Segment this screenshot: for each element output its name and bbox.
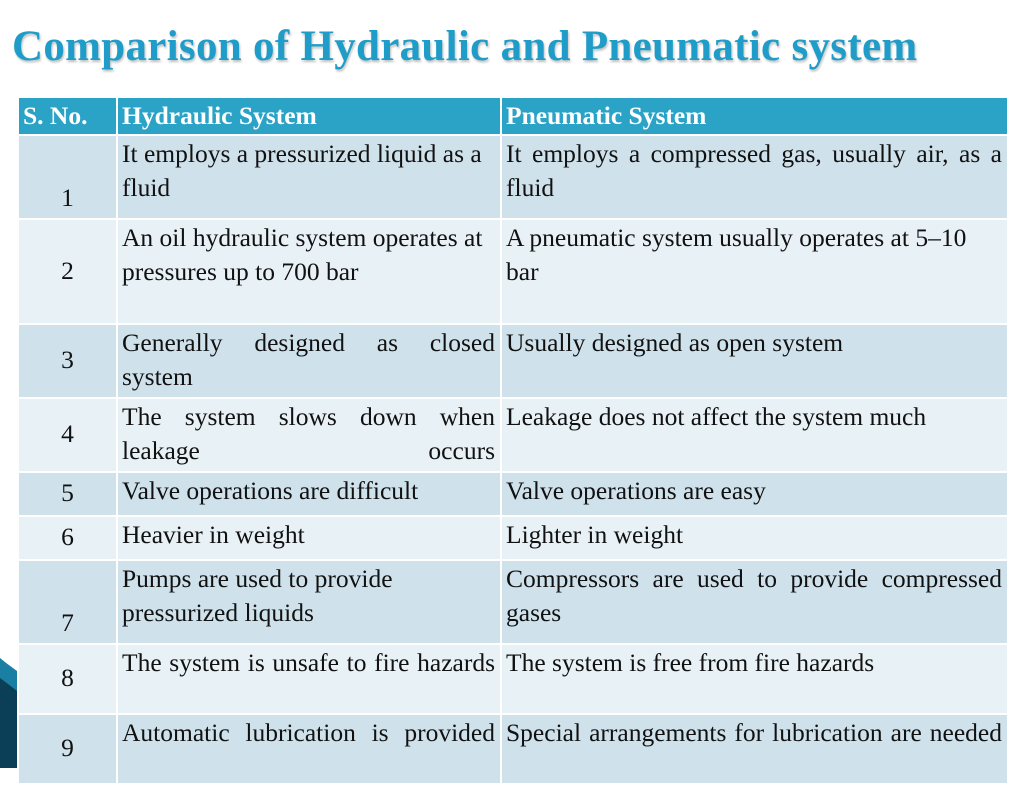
pneumatic-cell: A pneumatic system usually operates at 5–10 bar	[501, 219, 1008, 324]
pneumatic-cell: It employs a compressed gas, usually air, as a fluid	[501, 135, 1008, 219]
table-row	[18, 644, 1008, 714]
row-number: 8	[18, 644, 117, 714]
header-hydraulic: Hydraulic System	[117, 97, 501, 135]
table-row	[18, 516, 1008, 560]
row-number: 5	[18, 472, 117, 516]
hydraulic-cell: Valve operations are difficult	[117, 472, 501, 516]
comparison-table	[17, 96, 1009, 785]
pneumatic-cell: Usually designed as open system	[501, 324, 1008, 398]
hydraulic-cell: It employs a pressurized liquid as a fluid	[117, 135, 501, 219]
pneumatic-cell: Compressors are used to provide compressed gases	[501, 560, 1008, 644]
header-pneumatic: Pneumatic System	[501, 97, 1008, 135]
row-number: 1	[18, 135, 117, 219]
pneumatic-cell: The system is free from fire hazards	[501, 644, 1008, 714]
row-number: 3	[18, 324, 117, 398]
hydraulic-cell: The system slows down when leakage occurs	[117, 398, 501, 472]
row-number: 9	[18, 714, 117, 784]
pneumatic-cell: Leakage does not affect the system much	[501, 398, 1008, 472]
table-row	[18, 398, 1008, 472]
row-number: 2	[18, 219, 117, 324]
hydraulic-cell: Generally designed as closed system	[117, 324, 501, 398]
header-sno: S. No.	[18, 97, 117, 135]
row-number: 6	[18, 516, 117, 560]
row-number: 7	[18, 560, 117, 644]
table-row	[18, 219, 1008, 324]
hydraulic-cell: The system is unsafe to fire hazards	[117, 644, 501, 714]
hydraulic-cell: Automatic lubrication is provided	[117, 714, 501, 784]
table-row	[18, 560, 1008, 644]
hydraulic-cell: Pumps are used to provide pressurized liquids	[117, 560, 501, 644]
table-header-row	[18, 97, 1008, 135]
table-row	[18, 324, 1008, 398]
hydraulic-cell: Heavier in weight	[117, 516, 501, 560]
table-row	[18, 714, 1008, 784]
table-row	[18, 135, 1008, 219]
pneumatic-cell: Valve operations are easy	[501, 472, 1008, 516]
page-title: Comparison of Hydraulic and Pneumatic system	[12, 23, 918, 70]
hydraulic-cell: An oil hydraulic system operates at pressures up to 700 bar	[117, 219, 501, 324]
pneumatic-cell: Lighter in weight	[501, 516, 1008, 560]
table-row	[18, 472, 1008, 516]
pneumatic-cell: Special arrangements for lubrication are needed	[501, 714, 1008, 784]
row-number: 4	[18, 398, 117, 472]
